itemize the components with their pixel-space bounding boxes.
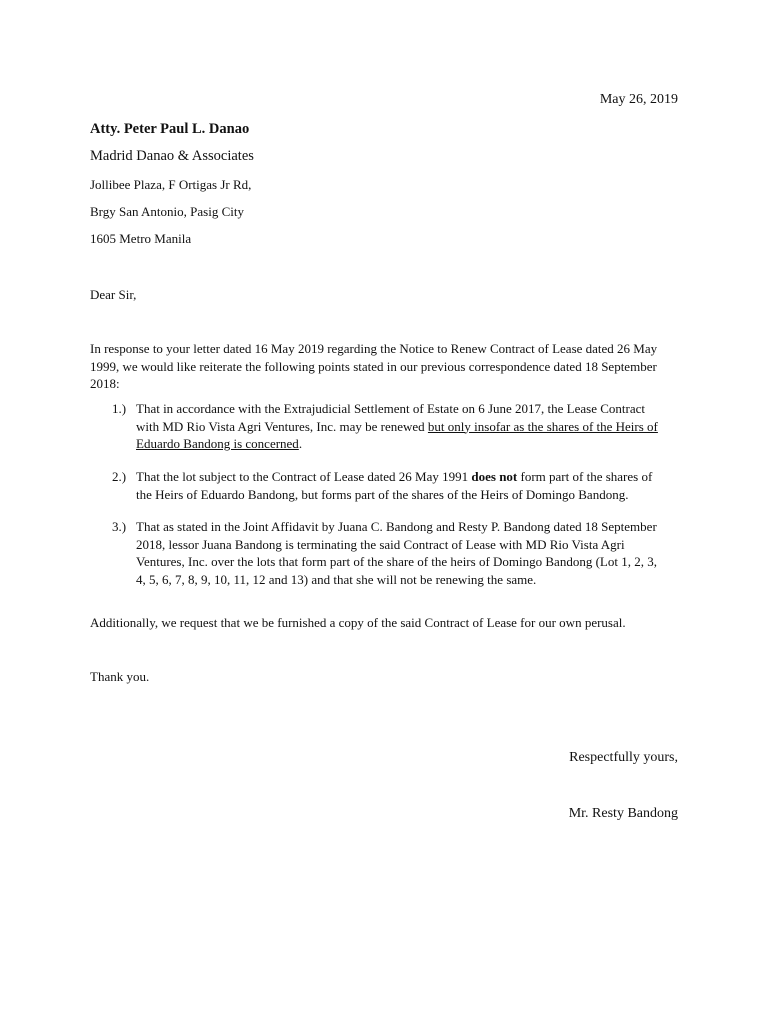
recipient-name: Atty. Peter Paul L. Danao	[90, 121, 250, 137]
list-item-text	[136, 468, 666, 503]
thank-you: Thank you.	[90, 669, 150, 684]
recipient-address-line2: Brgy San Antonio, Pasig City	[90, 204, 244, 219]
point-1-text-end: .	[298, 436, 303, 451]
recipient-firm: Madrid Danao & Associates	[90, 148, 254, 164]
recipient-address-line3: 1605 Metro Manila	[90, 231, 192, 246]
point-2-text: That the lot subject to the Contract of Lease dated 26 May 1991	[136, 469, 472, 484]
list-item-number: 1.)	[112, 401, 127, 416]
intro-paragraph: In response to your letter dated 16 May 2019 regarding the Notice to Renew Contract of Lease dated 26 May 1999, we would like reiterate the following points stated in our previous correspondence dated 18 September 2018:	[90, 341, 658, 391]
recipient-address-line1: Jollibee Plaza, F Ortigas Jr Rd,	[90, 177, 252, 192]
letter-date: May 26, 2019	[599, 92, 678, 107]
salutation: Dear Sir,	[90, 287, 137, 302]
list-item-text	[136, 400, 666, 453]
list-item-number: 2.)	[112, 469, 127, 484]
additional-request: Additionally, we request that we be furnished a copy of the said Contract of Lease for our own perusal.	[90, 615, 626, 630]
closing: Respectfully yours,	[569, 750, 678, 765]
point-2-bold-text: does not	[471, 469, 518, 484]
point-1-underlined-text: but only insofar as the shares of the Heirs of Eduardo Bandong is concerned	[136, 418, 658, 451]
point-3-text: That as stated in the Joint Affidavit by Juana C. Bandong and Resty P. Bandong dated 18 September 2018, lessor Juana Bandong is terminating the said Contract of Lease with MD Rio Vista Agri Ventures, Inc. over the lots that form part of the share of the heirs of Domingo Bandong (Lot 1, 2, 3, 4, 5, 6, 7, 8, 9, 10, 11, 12 and 13) and that she will not be renewing the same.	[136, 519, 657, 587]
signer-name: Mr. Resty Bandong	[568, 806, 678, 821]
point-1-text: That in accordance with the Extrajudicial Settlement of Estate on 6 June 2017, the Lease Contract with MD Rio Vista Agri Ventures, Inc. may be renewed	[136, 401, 645, 434]
point-2-text-end: form part of the shares of the Heirs of Eduardo Bandong, but forms part of the shares of the Heirs of Domingo Bandong.	[136, 469, 653, 502]
list-item-number: 3.)	[112, 519, 127, 534]
points-list	[90, 400, 680, 590]
